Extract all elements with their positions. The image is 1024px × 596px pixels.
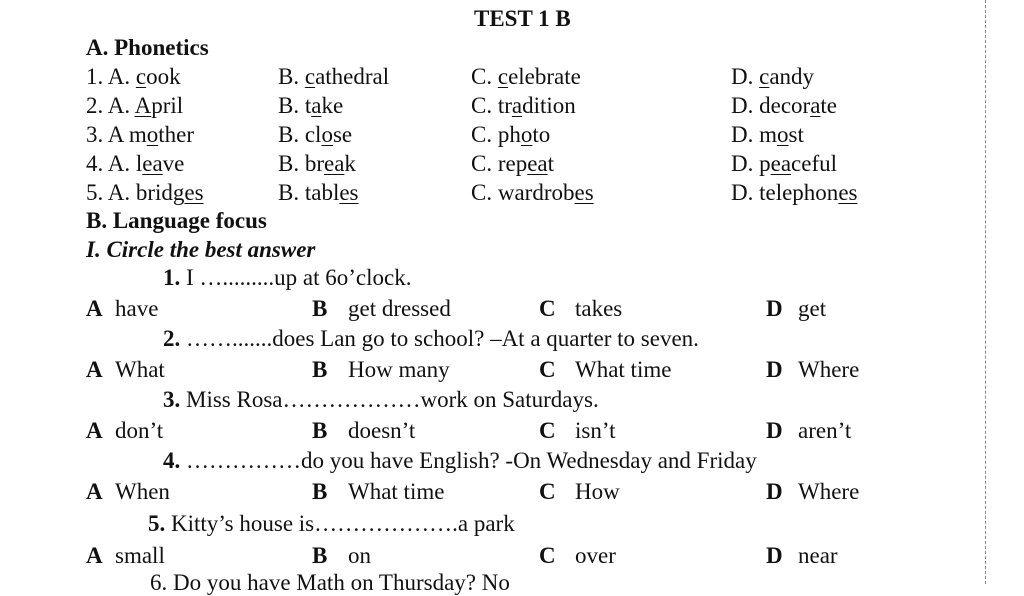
underlined-sound: es [339, 180, 359, 205]
option-letter-b[interactable]: B [312, 296, 328, 321]
phonetics-item-1a [86, 65, 181, 88]
option-letter-c[interactable]: C [539, 357, 556, 382]
answer-option-text[interactable]: don’t [115, 418, 164, 443]
word-part: to [532, 122, 551, 147]
phonetics-item-2c [471, 94, 576, 117]
word-part: D. decor [731, 93, 811, 118]
answer-option-text[interactable]: doesn’t [348, 418, 416, 443]
phonetics-item-1d [731, 65, 814, 88]
answer-option-text[interactable]: When [115, 479, 170, 504]
word-part: 4. A. l [86, 151, 143, 176]
answer-option-text[interactable]: have [115, 296, 159, 321]
phonetics-item-4a [86, 152, 184, 175]
question-2 [163, 327, 699, 350]
word-part: ve [162, 151, 185, 176]
word-part: elebrate [508, 64, 581, 89]
word-part: B. br [278, 151, 324, 176]
option-letter-b[interactable]: B [312, 418, 328, 443]
phonetics-item-5b [278, 181, 359, 204]
underlined-sound: o [146, 122, 159, 147]
word-part: B. [278, 64, 305, 89]
answer-option-text[interactable]: Where [798, 479, 860, 504]
option-letter-d[interactable]: D [766, 543, 783, 568]
underlined-sound: ea [770, 151, 792, 176]
answer-option-text[interactable]: takes [575, 296, 623, 321]
word-part: D. [731, 64, 760, 89]
word-part: dition [522, 93, 576, 118]
underlined-sound: c [135, 64, 147, 89]
word-part: athedral [315, 64, 390, 89]
option-letter-c[interactable]: C [539, 543, 556, 568]
question-text: Kitty’s house is……………….a park [165, 511, 515, 536]
answer-option-text[interactable]: get [798, 296, 827, 321]
phonetics-item-4b [278, 152, 356, 175]
section-a-heading: A. Phonetics [86, 35, 209, 60]
question-number: 5. [148, 511, 166, 536]
word-part: ther [158, 122, 194, 147]
underlined-sound: a [511, 93, 523, 118]
word-part: 3. A m [86, 122, 147, 147]
answer-option-text[interactable]: How many [348, 357, 450, 382]
question-number: 1. [163, 265, 181, 290]
cutoff-question-line: 6. Do you have Math on Thursday? No [150, 570, 510, 595]
underlined-sound: o [520, 122, 533, 147]
answer-option-text[interactable]: What [115, 357, 165, 382]
phonetics-item-4d [731, 152, 837, 175]
option-letter-b[interactable]: B [312, 543, 328, 568]
phonetics-item-1c [471, 65, 581, 88]
word-part: B. cl [278, 122, 322, 147]
word-part: andy [769, 64, 815, 89]
option-letter-a[interactable]: A [86, 418, 103, 443]
underlined-sound: c [759, 64, 770, 89]
question-3 [163, 388, 599, 411]
phonetics-item-3a [86, 123, 194, 146]
option-letter-b[interactable]: B [312, 357, 328, 382]
word-part: C. ph [471, 122, 521, 147]
answer-option-text[interactable]: What time [348, 479, 445, 504]
question-text: I ….........up at 6o’clock. [180, 265, 412, 290]
word-part: C. tr [471, 93, 512, 118]
answer-option-text[interactable]: What time [575, 357, 672, 382]
option-letter-a[interactable]: A [86, 357, 103, 382]
option-letter-d[interactable]: D [766, 296, 783, 321]
phonetics-item-3d [731, 123, 804, 146]
underlined-sound: es [574, 180, 594, 205]
word-part: C. [471, 64, 498, 89]
option-letter-b[interactable]: B [312, 479, 328, 504]
word-part: se [332, 122, 353, 147]
word-part: D. p [731, 151, 771, 176]
answer-option-text[interactable]: small [115, 543, 165, 568]
answer-option-text[interactable]: How [575, 479, 620, 504]
underlined-sound: o [321, 122, 333, 147]
underlined-sound: ea [527, 151, 548, 176]
underlined-sound: ea [324, 151, 345, 176]
word-part: ke [321, 93, 344, 118]
word-part: st [788, 122, 804, 147]
page-edge-dashed-line [985, 0, 986, 584]
word-part: B. t [278, 93, 312, 118]
underlined-sound: ea [142, 151, 163, 176]
phonetics-item-5a [86, 181, 204, 204]
option-letter-c[interactable]: C [539, 479, 556, 504]
question-number: 2. [163, 326, 181, 351]
underlined-sound: c [304, 64, 316, 89]
answer-option-text[interactable]: on [348, 543, 371, 568]
word-part: C. rep [471, 151, 528, 176]
question-5 [148, 512, 515, 535]
answer-option-text[interactable]: near [798, 543, 838, 568]
page-title: TEST 1 B [474, 6, 571, 31]
answer-option-text[interactable]: get dressed [348, 296, 451, 321]
phonetics-item-5c [471, 181, 594, 204]
question-number: 3. [163, 387, 181, 412]
option-letter-a[interactable]: A [86, 296, 103, 321]
underlined-sound: A [134, 93, 152, 118]
phonetics-item-4c [471, 152, 554, 175]
word-part: ceful [791, 151, 838, 176]
question-text: ……………do you have English? -On Wednesday and Friday [180, 448, 757, 473]
word-part: pril [151, 93, 184, 118]
option-letter-d[interactable]: D [766, 479, 783, 504]
question-1 [163, 266, 411, 289]
phonetics-item-3c [471, 123, 550, 146]
answer-option-text[interactable]: over [575, 543, 616, 568]
question-text: Miss Rosa………………work on Saturdays. [180, 387, 599, 412]
underlined-sound: o [777, 122, 789, 147]
word-part: B. tabl [278, 180, 340, 205]
word-part: t [547, 151, 555, 176]
phonetics-item-5d [731, 181, 857, 204]
phonetics-item-1b [278, 65, 389, 88]
word-part: 1. A. [86, 64, 136, 89]
word-part: ook [146, 64, 181, 89]
phonetics-item-2b [278, 94, 343, 117]
word-part: D. telephon [731, 180, 839, 205]
option-letter-d[interactable]: D [766, 357, 783, 382]
word-part: C. wardrob [471, 180, 575, 205]
word-part: D. m [731, 122, 777, 147]
underlined-sound: es [838, 180, 858, 205]
phonetics-item-2a [86, 94, 183, 117]
answer-option-text[interactable]: isn’t [575, 418, 616, 443]
underlined-sound: es [184, 180, 204, 205]
answer-option-text[interactable]: Where [798, 357, 860, 382]
underlined-sound: c [497, 64, 509, 89]
section-b-subheading: I. Circle the best answer [86, 237, 316, 262]
answer-option-text[interactable]: aren’t [798, 418, 852, 443]
section-b-heading: B. Language focus [86, 208, 267, 233]
question-number: 4. [163, 448, 181, 473]
question-text: …….......does Lan go to school? –At a quarter to seven. [180, 326, 699, 351]
phonetics-item-2d [731, 94, 837, 117]
underlined-sound: a [311, 93, 322, 118]
underlined-sound: a [810, 93, 821, 118]
option-letter-a[interactable]: A [86, 543, 103, 568]
option-letter-d[interactable]: D [766, 418, 783, 443]
option-letter-c[interactable]: C [539, 418, 556, 443]
word-part: te [820, 93, 838, 118]
question-4 [163, 449, 757, 472]
word-part: 2. A. [86, 93, 135, 118]
word-part: k [344, 151, 356, 176]
option-letter-a[interactable]: A [86, 479, 103, 504]
phonetics-item-3b [278, 123, 352, 146]
option-letter-c[interactable]: C [539, 296, 556, 321]
word-part: 5. A. bridg [86, 180, 185, 205]
